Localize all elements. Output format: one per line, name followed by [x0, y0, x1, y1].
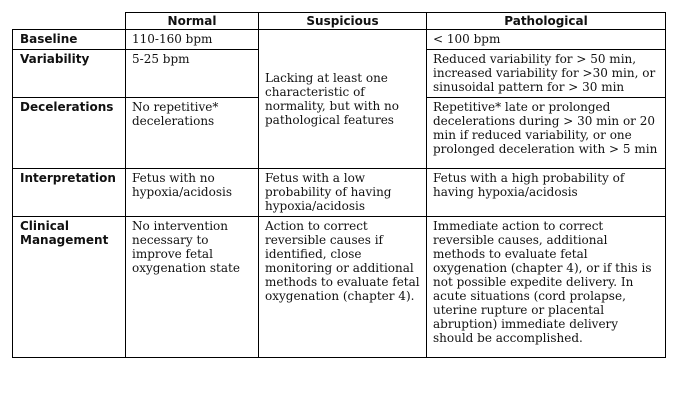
interpretation-normal: Fetus with no hypoxia/acidosis: [126, 169, 259, 217]
corner-cell: [13, 13, 126, 30]
header-normal: Normal: [126, 13, 259, 30]
clinical-normal: No intervention necessary to improve fetal oxygenation state: [126, 217, 259, 358]
interpretation-suspicious: Fetus with a low probability of having hypoxia/acidosis: [259, 169, 427, 217]
header-pathological: Pathological: [427, 13, 666, 30]
variability-pathological: Reduced variability for > 50 min, increased variability for >30 min, or sinusoidal pattern for > 30 min: [427, 50, 666, 98]
row-label-baseline: Baseline: [13, 30, 126, 50]
baseline-pathological: < 100 bpm: [427, 30, 666, 50]
interpretation-pathological: Fetus with a high probability of having hypoxia/acidosis: [427, 169, 666, 217]
baseline-normal: 110-160 bpm: [126, 30, 259, 50]
row-baseline: [13, 30, 666, 50]
ctg-classification-table: [12, 12, 666, 358]
ctg-classification-table-wrapper: [12, 12, 666, 358]
variability-normal: 5-25 bpm: [126, 50, 259, 98]
decelerations-normal: No repetitive* decelerations: [126, 98, 259, 169]
clinical-suspicious: Action to correct reversible causes if identified, close monitoring or additional methods to evaluate fetal oxygenation (chapter 4).: [259, 217, 427, 358]
header-row: [13, 13, 666, 30]
clinical-pathological: Immediate action to correct reversible causes, additional methods to evaluate fetal oxygenation (chapter 4), or if this is not possible expedite delivery. In acute situations (cord prolapse, uterine rupture or placental abruption) immediate delivery should be accomplished.: [427, 217, 666, 358]
decelerations-pathological: Repetitive* late or prolonged decelerations during > 30 min or 20 min if reduced variability, or one prolonged deceleration with > 5 min: [427, 98, 666, 169]
row-label-interpretation: Interpretation: [13, 169, 126, 217]
row-interpretation: [13, 169, 666, 217]
header-suspicious: Suspicious: [259, 13, 427, 30]
suspicious-shared-cell: Lacking at least one characteristic of normality, but with no pathological features: [259, 30, 427, 169]
row-label-variability: Variability: [13, 50, 126, 98]
row-clinical-management: [13, 217, 666, 358]
row-label-decelerations: Decelerations: [13, 98, 126, 169]
row-label-clinical-management: Clinical Management: [13, 217, 126, 358]
